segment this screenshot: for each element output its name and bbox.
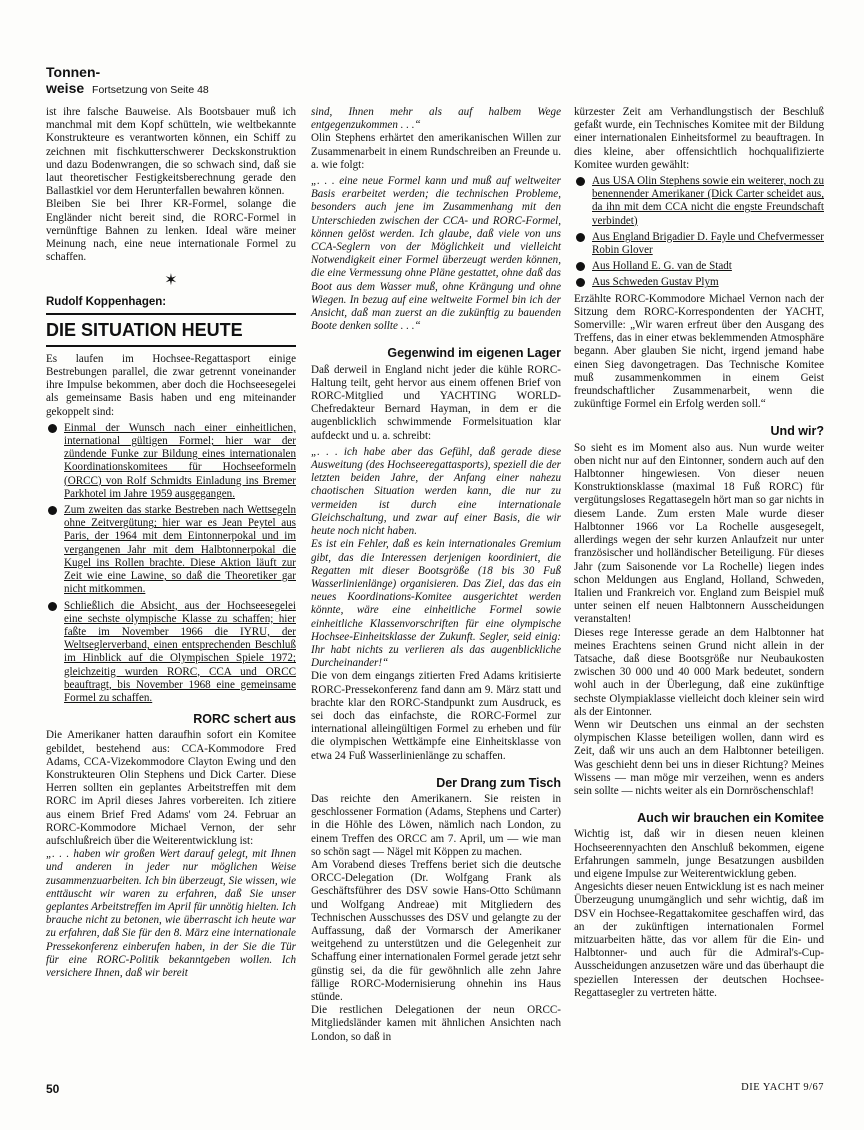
paragraph: Die von dem eingangs zitierten Fred Adams kritisierte RORC-Pressekonferenz fand dann am 9. März statt und brachte klar den RORC-Standpunkt zum Ausdruck, es sei doch das einfachste, die RORC-Formel zur international alleingültigen Formel zu erheben und für die olympischen Wettkämpfe eine Einheitsklasse von etwa 24 Fuß Wasserlinienlänge zu schaffen. [311, 670, 561, 762]
paragraph: kürzester Zeit am Verhandlungstisch der Beschluß gefaßt wurde, ein Technisches Komitee mit der Bildung einer internationalen Einheitsformel zu beauftragen. In dies kleine, aber offensichtlich hochqualifizierte Komitee wurden gewählt: [574, 106, 824, 171]
magazine-footer: DIE YACHT 9/67 [741, 1082, 824, 1093]
subheading: Auch wir brauchen ein Komitee [637, 811, 824, 826]
paragraph: Angesichts dieser neuen Entwicklung ist es nach meiner Überzeugung unumgänglich und sehr wichtig, daß im DSV ein Hochsee-Regattakomitee geschaffen wird, das an der zukünftigen internationalen Formel mitzuarbeiten hätte, das vor allem für die Ein- und Halbtonner- und auch für die Admiral's-Cup-Ausscheidungen anzusetzen wäre und das überhaupt die speziellen Interessen der deutschen Hochsee-Regattasegler zu vertreten hätte. [574, 881, 824, 999]
bullet-text: Zum zweiten das starke Bestreben nach Wettsegeln ohne Zeitvergütung; hier war es Jean Peytel aus Paris, der 1964 mit dem Eintonnerpokal und im vergangenen Jahr mit dem Halbtonnerpokal die Kugel ins Rollen brachte. Diese Aktion läuft zur Zeit wie eine Lawine, so daß die Theoretiker gar nicht mitkommen. [64, 504, 296, 596]
column-1 [46, 106, 296, 980]
column-3 [574, 106, 824, 1000]
paragraph: Das reichte den Amerikanern. Sie reisten in geschlossener Formation (Adams, Stephens und Carter) in die Höhle des Löwen, nämlich nach London, zu einem Treffen des ORCC am 7. April, um — wie man so schön sagt — Nägel mit Köppen zu machen. [311, 792, 561, 858]
bullet-item [574, 175, 824, 228]
bullet-item [574, 231, 824, 257]
paragraph: Wenn wir Deutschen uns einmal an der sechsten olympischen Klasse beteiligen wollen, dann wird es Zeit, daß wir uns auch an dem Halbtonner beteiligen. Was geschieht denn bei uns in dieser Richtung? Meines Wissens — man möge mir verzeihen, wenn es anders sein sollte — nichts weiter als ein Dornröschenschlaf! [574, 718, 824, 797]
kicker-line-1: Tonnen- [46, 64, 101, 80]
bullet-item [574, 276, 824, 289]
paragraph: Die Amerikaner hatten daraufhin sofort ein Komitee gebildet, bestehend aus: CCA-Kommodore Fred Adams, CCA-Vizekommodore Clayton Ewing und den Konstrukteuren Olin Stephens und Dick Carter. Diese Herren sollten ein geplantes Arbeitstreffen mit dem RORC im April dieses Jahres vorbereiten. Ich zitiere aus einem Brief Fred Adams' vom 24. Februar an RORC-Kommodore Michael Vernon, der sehr aufschlußreich über die Weiterentwicklung ist: [46, 729, 296, 847]
subheading: Und wir? [770, 424, 824, 439]
kicker-line-2: weise [46, 80, 85, 96]
paragraph: Bleiben Sie bei Ihrer KR-Formel, solange die Engländer nicht bereit sind, die RORC-Formel in vernünftige Bahnen zu lenken. Ideal wäre meiner Meinung nach, eine neue internationale Formel zu schaffen. [46, 198, 296, 264]
bullet-text: Aus Holland E. G. van de Stadt [592, 260, 732, 273]
bullet-text: Schließlich die Absicht, aus der Hochseesegelei eine sechste olympische Klasse zu schaffen; hier faßte im November 1966 die IYRU, der Weltseglerverband, einen entsprechenden Beschluß im Hinblick auf die Olympischen Spiele 1972; gleichzeitig wurden RORC, CCA und ORCC beauftragt, bis November 1968 eine gemeinsame Formel zu schaffen. [64, 599, 296, 704]
headline: DIE SITUATION HEUTE [46, 319, 243, 340]
paragraph: So sieht es im Moment also aus. Nun wurde weiter oben nicht nur auf den Eintonner, sondern auch auf den Halbtonner hingewiesen. Von dieser neuen Konstruktionsklasse (maximal 18 Fuß RORC) für vergütungsloses Regattasegeln hört man so gar nichts in diesem Lande. Zum ersten Male wurde dieser Halbtonner 1966 vor La Rochelle ausgesegelt, allerdings wegen der sehr kurzen Anlaufzeit nur unter französischer und holländischer Beteiligung. Für dieses Jahr (zum Saisonende vor La Rochelle) liegen indes schon Meldungen aus England, Holland, Schweden, Italien und Frankreich vor. England zum Beispiel muß unter seinen elf neuen Halbtonnern Ausscheidungen veranstalten! [574, 441, 824, 626]
bullet-text: Aus USA Olin Stephens sowie ein weiterer, noch zu benennender Amerikaner (Dick Carter scheidet aus, da ihn mit dem CCA nicht die engste Freundschaft verbindet) [592, 175, 824, 227]
bullet-text: Einmal der Wunsch nach einer einheitlichen, international gültigen Formel; hier war der zündende Funke zur Bildung eines internationalen Koordinationskomitees für Hochseeformeln (ORCC) von Rolf Schmidts Einladung ins Bremer Parkhotel im Jahre 1959 ausgegangen. [64, 421, 296, 500]
page-number: 50 [46, 1082, 60, 1096]
bullet-text: Aus Schweden Gustav Plym [592, 276, 719, 289]
star-divider: ✶ [164, 272, 178, 290]
bullet-item [46, 422, 296, 501]
paragraph: Daß derweil in England nicht jeder die kühle RORC-Haltung teilt, geht hervor aus einem offenen Brief von RORC-Mitglied und YACHTING WORLD-Chefredakteur Bernard Hayman, in dem er die augenblicklich schwimmende Formelsituation klar aufdeckt und u. a. schreibt: [311, 363, 561, 442]
bullet-icon [576, 262, 585, 271]
subheading: Gegenwind im eigenen Lager [387, 346, 561, 361]
quote: Es ist ein Fehler, daß es kein internationales Gremium gibt, das die Interessen derjenigen koordiniert, die Regatten mit dieser Bootsgröße (18 bis 30 Fuß Wasserlinienlänge) organisieren. Das Ziel, das das ein neues Koordinations-Komitee ausgerichtet werden könnte, wäre eine einheitliche Formel sowie einheitliche Klassenvorschriften für eine olympische Hochsee-Einheitsklasse der Zukunft. Segler, seid einig: Ihr habt nichts zu verlieren als das augenblickliche Durcheinander!“ [311, 538, 561, 670]
paragraph: Olin Stephens erhärtet den amerikanischen Willen zur Zusammenarbeit in einem Rundschreiben an Freunde u. a. wie folgt: [311, 132, 561, 171]
continued-note: Fortsetzung von Seite 48 [92, 84, 209, 96]
bullet-item [46, 504, 296, 596]
quote: „. . . ich habe aber das Gefühl, daß gerade diese Ausweitung (des Hochseeregattasports), speziell die der letzten beiden Jahre, der Anfang einer nahezu chaotischen Situation werden kann, die nur zu vermeiden ist durch eine internationale Gleichschaltung, und zwar auf einer Basis, die wir heute noch nicht haben. [311, 445, 561, 538]
quote: „. . . eine neue Formel kann und muß auf weltweiter Basis erarbeitet werden; die technischen Probleme, besonders auch jene im Zusammenhang mit den Unterschieden zwischen der CCA- und RORC-Formel, können gelöst werden. Ich glaube, daß viele von uns CCA-Seglern von der Möglichkeit und vielleicht Notwendigkeit einer Formel überzeugt werden können, die eine Vermessung ohne Pläne gestattet, ohne daß das Boot aus dem Wasser muß, ohne Krängung und ohne Wiegen. In bezug auf eine weltweite Formel bin ich der Ansicht, daß man zuerst an die zukünftig zu bauenden Boote denken sollte . . .“ [311, 175, 561, 333]
quote: sind, Ihnen mehr als auf halbem Wege entgegenzukommen . . .“ [311, 106, 561, 132]
paragraph: Erzählte RORC-Kommodore Michael Vernon nach der Sitzung dem RORC-Korrespondenten der YACHT, Somerville: „Wir waren erfreut über den Ausgang des Treffens, das in einer etwas beklemmenden Atmosphäre begann. Aber glauben Sie nicht, irgend jemand habe einen Sieg davongetragen. Das Technische Komitee muß zusammenkommen in einem Geist freundschaftlicher Zusammenarbeit, wenn die zukünftige Formel ein Erfolg werden soll.“ [574, 292, 824, 411]
divider [46, 313, 296, 315]
bullet-item [46, 600, 296, 706]
bullet-icon [48, 602, 57, 611]
paragraph: Es laufen im Hochsee-Regattasport einige Bestrebungen parallel, die zwar getrennt voneinander ihre Impulse bekommen, aber doch die Hochseesegelei als gemeinsame Basis haben und eng miteinander gekoppelt sind: [46, 352, 296, 418]
bullet-text: Aus England Brigadier D. Fayle und Chefvermesser Robin Glover [592, 230, 824, 257]
paragraph: Dieses rege Interesse gerade an dem Halbtonner hat meines Erachtens seinen Grund nicht allein in der Tatsache, daß diese Bootsgröße nur Neubaukosten zwischen 30 000 und 40 000 Mark bedeutet, sondern wohl auch in der Überlegung, daß eine zukünftige sechste Olympiaklasse vielleicht doch kleiner sein wird als der Eintonner. [574, 626, 824, 718]
subheading: Der Drang zum Tisch [436, 775, 561, 790]
divider [46, 345, 296, 347]
author: Rudolf Koppenhagen: [46, 295, 167, 308]
paragraph: Am Vorabend dieses Treffens beriet sich die deutsche ORCC-Delegation (Dr. Wolfgang Frank als Geschäftsführer des DSV sowie Hans-Otto Schümann und Wolfgang Andreae) mit Mitgliedern des Technischen Ausschusses des DSV und gelangte zu der Auffassung, daß der Vormarsch der Amerikaner weitgehend zu unterstützen und die Gelegenheit zur Schaffung einer internationalen Formel gerade jetzt sehr günstig sei, da die für gewöhnlich alle zehn Jahre fällige RORC-Modernisierung ohnehin ins Haus stünde. [311, 858, 561, 1003]
bullet-icon [48, 506, 57, 515]
bullet-item [574, 260, 824, 273]
column-2 [311, 106, 561, 1044]
paragraph: Wichtig ist, daß wir in diesen neuen kleinen Hochseerennyachten den Anschluß bekommen, eigene Erfahrungen sammeln, junge Besatzungen ausbilden und eigene Impulse zur Weiterentwicklung geben. [574, 828, 824, 880]
bullet-icon [576, 177, 585, 186]
subheading: RORC schert aus [193, 712, 296, 727]
paragraph: ist ihre falsche Bauweise. Als Bootsbauer muß ich manchmal mit dem Kopf schütteln, wie weltbekannte Konstrukteure es verantworten können, ein Schiff zu zeichnen mit fischkutterschwerer Deckskonstruktion und dazu Bodenwrangen, die so schwach sind, daß sie laut theoretischer Festigkeitsberechnung gerade den Ballastkiel vor dem Herunterfallen bewahren können. [46, 106, 296, 198]
bullet-icon [576, 278, 585, 287]
header [46, 64, 296, 98]
paragraph: Die restlichen Delegationen der neun ORCC-Mitgliedsländer kamen mit ähnlichen Ansichten nach London, so daß in [311, 1004, 561, 1043]
bullet-icon [576, 233, 585, 242]
quote: „. . . haben wir großen Wert darauf gelegt, mit Ihnen und anderen in jeder nur möglichen Weise zusammenzuarbeiten. Ich bin überzeugt, Sie wissen, wie enttäuscht wir waren zu erfahren, daß Sie unser geplantes Arbeitstreffen im April für unnötig hielten. Ich brauche nicht zu betonen, wie überrascht ich heute war zu erfahren, daß Sie für den 8. März eine internationale Pressekonferenz einberufen haben, in der Sie die Tür für eine RORC-Politik bekanntgeben wollen. Ich versichere Ihnen, daß wir bereit [46, 848, 296, 979]
bullet-icon [48, 424, 57, 433]
